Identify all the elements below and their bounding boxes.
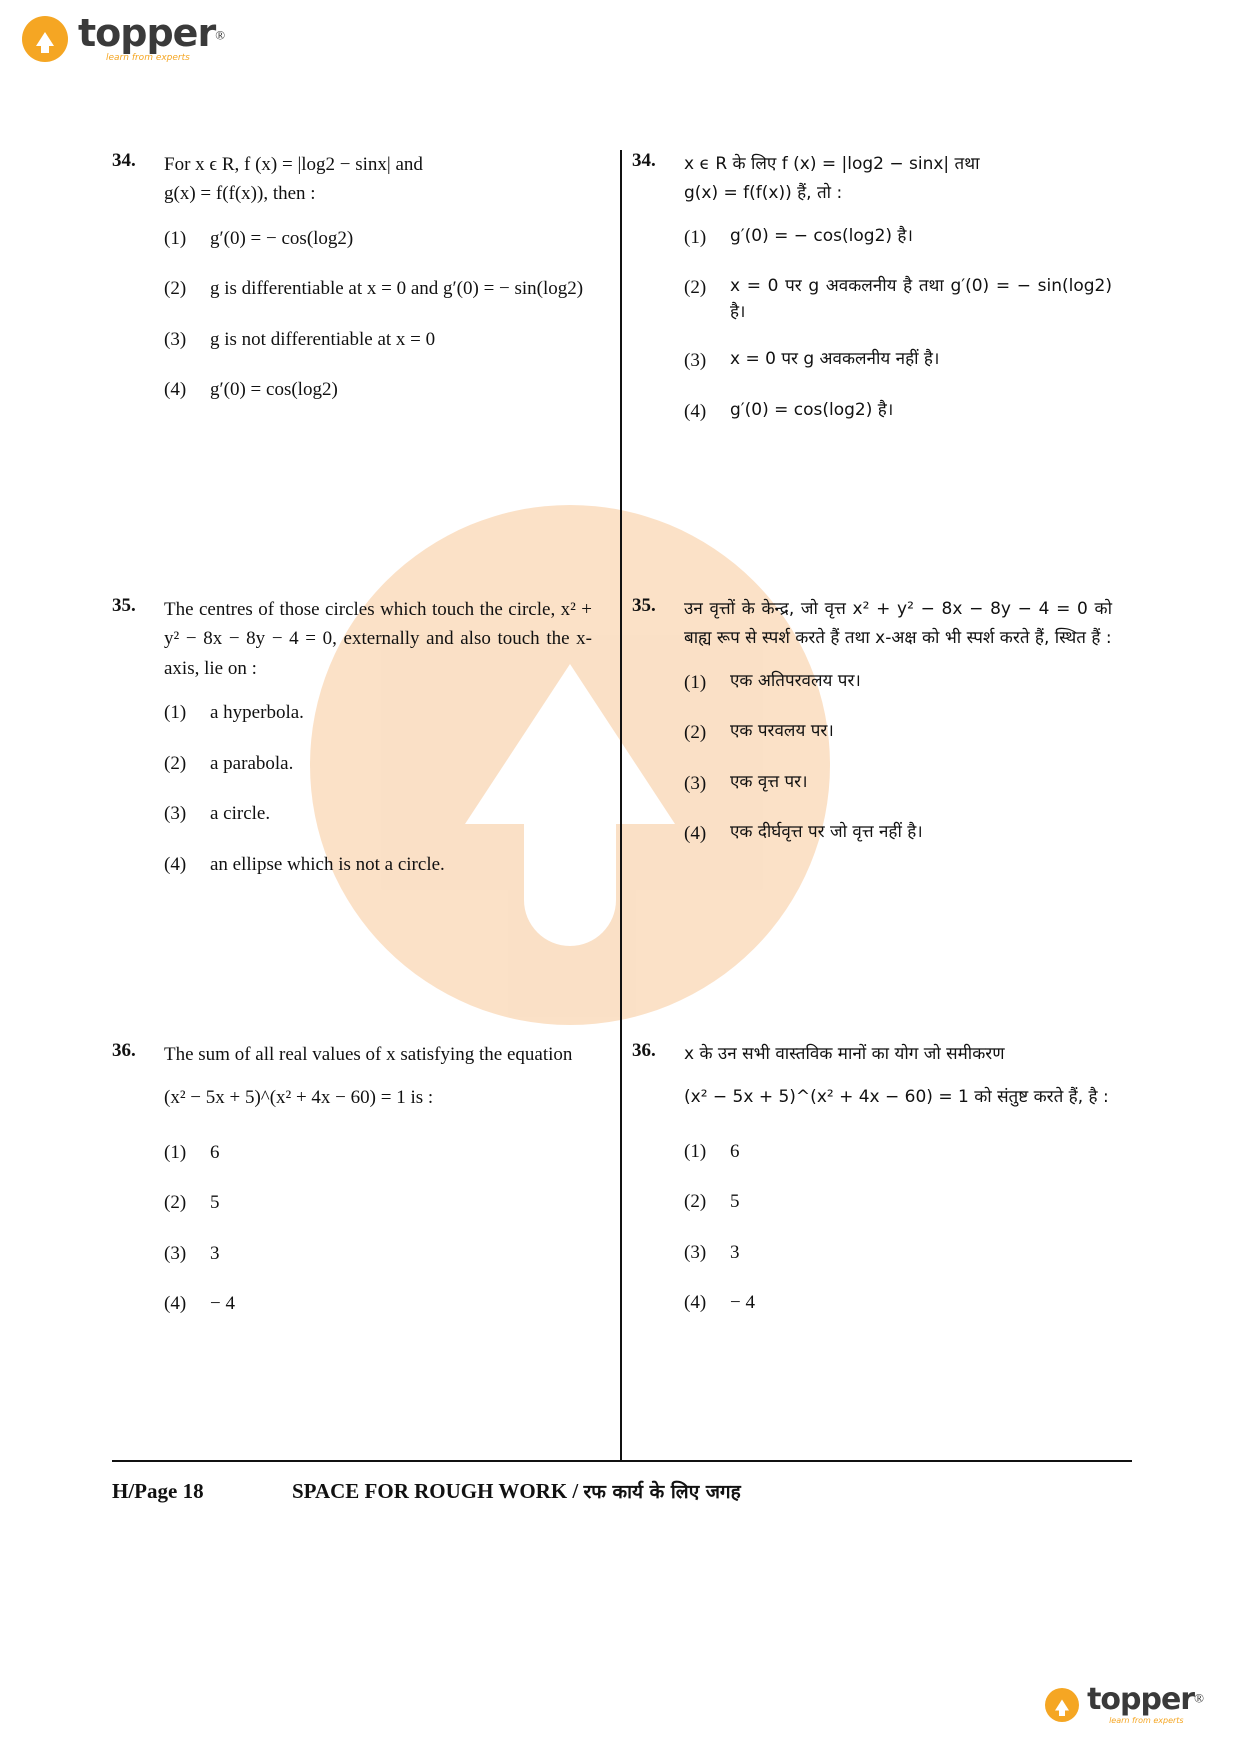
registered-mark: ® xyxy=(1194,1690,1204,1706)
option-item[interactable] xyxy=(684,1289,1112,1318)
brand-tagline: learn from experts xyxy=(1109,1716,1184,1725)
option-item[interactable] xyxy=(684,398,1112,427)
option-value: a hyperbola. xyxy=(210,702,304,724)
option-item[interactable] xyxy=(684,719,1112,748)
rough-work-note xyxy=(292,1478,741,1504)
question-number: 34. xyxy=(112,150,136,171)
option-value: g′(0) = cos(log2) xyxy=(210,379,338,401)
option-label: (3) xyxy=(164,328,187,350)
option-value: 5 xyxy=(210,1192,220,1214)
rough-work-hindi: रफ कार्य के लिए जगह xyxy=(583,1481,741,1503)
brand-name: topper xyxy=(78,11,216,55)
registered-mark: ® xyxy=(215,27,226,43)
option-label: (1) xyxy=(684,226,707,248)
option-value: an ellipse which is not a circle. xyxy=(210,853,445,875)
option-label: (2) xyxy=(164,278,187,300)
option-label: (3) xyxy=(164,803,187,825)
option-value: x = 0 पर g अवकलनीय नहीं है। xyxy=(730,349,940,370)
option-label: (4) xyxy=(164,853,187,875)
option-value: 6 xyxy=(210,1141,220,1163)
option-label: (4) xyxy=(684,823,707,845)
options-list xyxy=(684,1138,1112,1318)
option-value: एक दीर्घवृत्त पर जो वृत्त नहीं है। xyxy=(730,822,923,843)
option-item[interactable] xyxy=(164,326,592,355)
option-label: (1) xyxy=(684,671,707,693)
page-footer xyxy=(112,1478,1132,1504)
option-label: (3) xyxy=(684,350,707,372)
question-36-hindi xyxy=(632,1040,1112,1344)
option-item[interactable] xyxy=(684,1138,1112,1167)
option-value: 6 xyxy=(730,1140,740,1162)
column-divider xyxy=(620,150,622,1460)
option-item[interactable] xyxy=(164,275,592,304)
option-value: एक वृत्त पर। xyxy=(730,771,808,792)
question-text-line2: g(x) = f(f(x)) हैं, तो : xyxy=(684,182,843,203)
option-label: (2) xyxy=(684,1191,707,1213)
options-list xyxy=(684,669,1112,849)
option-label: (4) xyxy=(684,1292,707,1314)
option-label: (1) xyxy=(684,1140,707,1162)
option-value: g is not differentiable at x = 0 xyxy=(210,328,436,350)
option-value: − 4 xyxy=(210,1293,235,1315)
option-label: (3) xyxy=(684,772,707,794)
option-label: (4) xyxy=(164,379,187,401)
option-label: (2) xyxy=(684,722,707,744)
option-value: − 4 xyxy=(730,1292,755,1314)
option-item[interactable] xyxy=(684,347,1112,376)
option-item[interactable] xyxy=(684,1239,1112,1268)
option-label: (2) xyxy=(164,752,187,774)
option-label: (1) xyxy=(164,227,187,249)
options-list xyxy=(684,224,1112,427)
option-item[interactable] xyxy=(684,274,1112,325)
option-item[interactable] xyxy=(164,225,592,254)
question-text-line1: x ϵ R के लिए f (x) = |log2 − sinx| तथा xyxy=(684,154,980,174)
footer-divider xyxy=(112,1460,1132,1462)
option-item[interactable] xyxy=(684,820,1112,849)
option-item[interactable] xyxy=(684,770,1112,799)
question-text-line1: The centres of those circles which touch the circle, x² + y² − 8x − 8y − 4 = 0, externally and also touch the x-axis, lie on : xyxy=(164,599,592,679)
option-item[interactable] xyxy=(164,699,592,728)
option-value: 3 xyxy=(210,1242,220,1264)
question-number: 34. xyxy=(632,150,656,171)
option-item[interactable] xyxy=(164,1139,592,1168)
option-value: g′(0) = − cos(log2) है। xyxy=(730,225,913,246)
brand-tagline: learn from experts xyxy=(106,53,190,63)
option-label: (2) xyxy=(164,1192,187,1214)
option-value: एक परवलय पर। xyxy=(730,721,834,742)
option-value: 3 xyxy=(730,1241,740,1263)
option-label: (4) xyxy=(164,1293,187,1315)
option-label: (1) xyxy=(164,1141,187,1163)
question-number: 36. xyxy=(632,1040,656,1061)
question-text-line1: उन वृत्तों के केन्द्र, जो वृत्त x² + y² − 8x − 8y − 4 = 0 को बाह्य रूप से स्पर्श करते हैं तथा x-अक्ष को भी स्पर्श करते हैं, स्थित हैं : xyxy=(684,599,1112,648)
question-34-hindi xyxy=(632,150,1112,452)
option-item[interactable] xyxy=(164,750,592,779)
question-text-line1: x के उन सभी वास्तविक मानों का योग जो समीकरण xyxy=(684,1044,1005,1064)
option-value: g′(0) = − cos(log2) xyxy=(210,227,354,249)
option-item[interactable] xyxy=(684,1188,1112,1217)
option-label: (3) xyxy=(684,1241,707,1263)
option-item[interactable] xyxy=(164,1240,592,1269)
option-item[interactable] xyxy=(164,851,592,880)
brand-name: topper xyxy=(1087,1682,1195,1717)
option-value: एक अतिपरवलय पर। xyxy=(730,670,861,691)
question-formula: (x² − 5x + 5)^(x² + 4x − 60) = 1 is : xyxy=(164,1087,434,1109)
option-label: (2) xyxy=(684,277,707,299)
option-label: (3) xyxy=(164,1242,187,1264)
option-value: g′(0) = cos(log2) है। xyxy=(730,399,894,420)
question-34-english xyxy=(112,150,592,431)
question-number: 35. xyxy=(112,595,136,616)
question-formula: (x² − 5x + 5)^(x² + 4x − 60) = 1 को संतुष्ट करते हैं, है : xyxy=(684,1086,1109,1107)
option-label: (1) xyxy=(164,702,187,724)
options-list xyxy=(164,1139,592,1319)
question-36-english xyxy=(112,1040,592,1345)
question-35-hindi xyxy=(632,595,1112,875)
options-list xyxy=(164,225,592,405)
option-item[interactable] xyxy=(164,1189,592,1218)
option-value: a circle. xyxy=(210,803,271,825)
question-text-line2: g(x) = f(f(x)), then : xyxy=(164,183,316,205)
option-item[interactable] xyxy=(684,224,1112,253)
option-item[interactable] xyxy=(164,1290,592,1319)
question-text-line1: For x ϵ R, f (x) = |log2 − sinx| and xyxy=(164,154,423,175)
option-item[interactable] xyxy=(164,800,592,829)
option-value: x = 0 पर g अवकलनीय है तथा g′(0) = − sin(log2) है। xyxy=(730,276,1112,322)
option-value: a parabola. xyxy=(210,752,294,774)
rough-work-english: SPACE FOR ROUGH WORK / xyxy=(292,1479,584,1503)
option-value: g is differentiable at x = 0 and g′(0) = − sin(log2) xyxy=(210,278,584,300)
question-35-english xyxy=(112,595,592,905)
page-number: H/Page 18 xyxy=(112,1479,204,1503)
option-value: 5 xyxy=(730,1191,740,1213)
question-text-line1: The sum of all real values of x satisfying the equation xyxy=(164,1044,573,1065)
question-number: 36. xyxy=(112,1040,136,1061)
options-list xyxy=(164,699,592,879)
option-item[interactable] xyxy=(684,669,1112,698)
option-item[interactable] xyxy=(164,376,592,405)
option-label: (4) xyxy=(684,400,707,422)
question-number: 35. xyxy=(632,595,656,616)
